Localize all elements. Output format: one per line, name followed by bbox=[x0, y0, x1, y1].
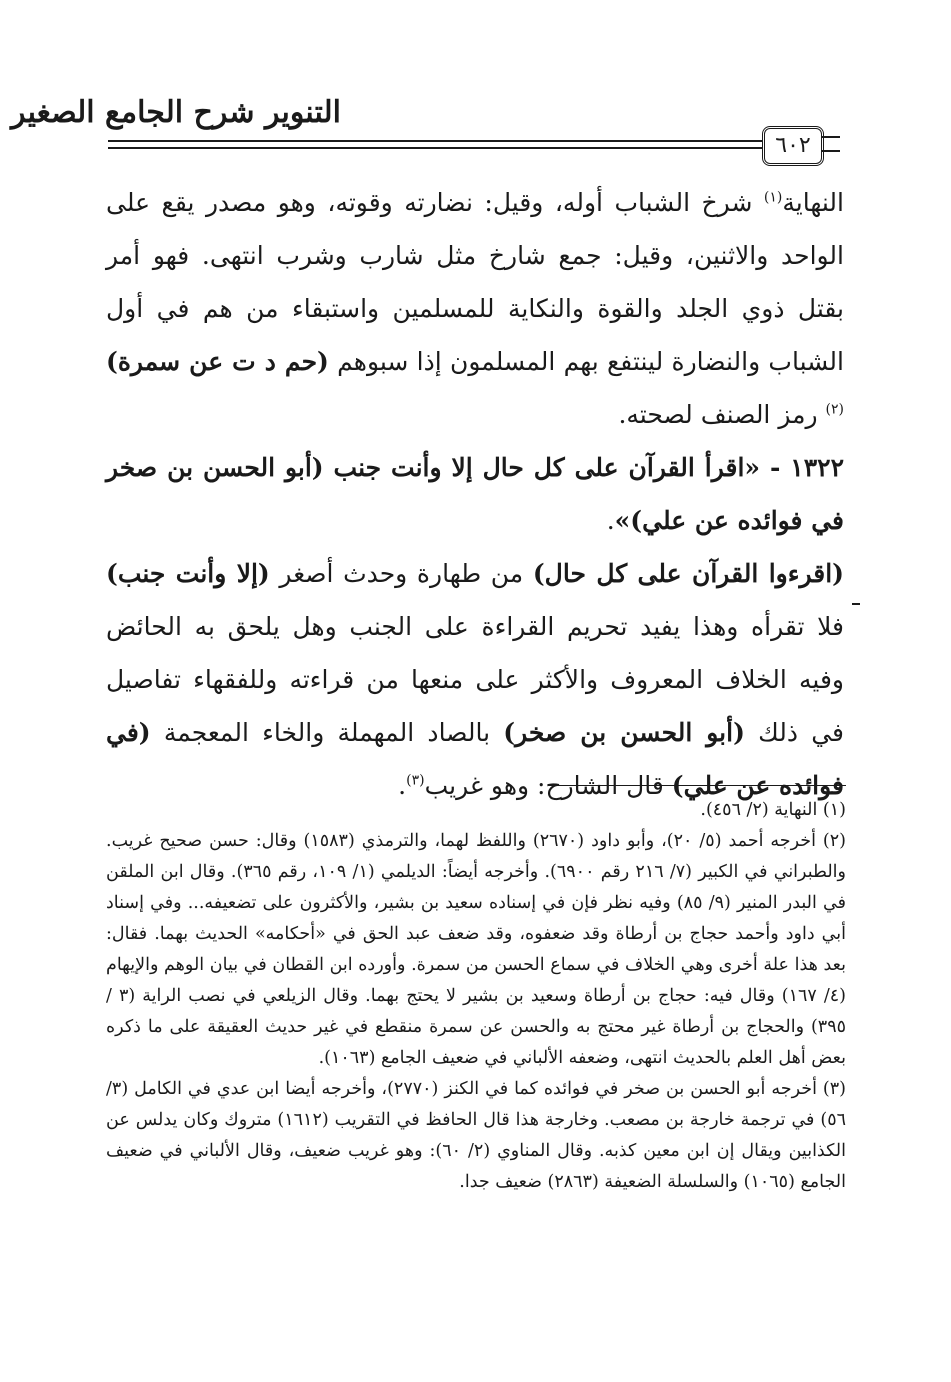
quoted-phrase: (إلا وأنت جنب) bbox=[106, 559, 270, 588]
margin-mark bbox=[852, 603, 860, 605]
text-run: شرخ الشباب أوله، وقيل: نضارته وقوته، وهو مصدر يقع على الواحد والاثنين، وقيل: جمع شارخ مثل شارب وشرب انتهى. فهو أمر بقتل ذوي الجلد والقوة والنكاية للمسلمين واستبقاء من هم في أول الشباب والنضارة لينتفع بهم المسلمون إذا سبوهم bbox=[106, 188, 844, 376]
paragraph-commentary-end bbox=[106, 176, 844, 441]
header-rule-bottom bbox=[108, 147, 801, 149]
hadith-1322 bbox=[106, 441, 844, 547]
text-run: بالصاد المهملة والخاء المعجمة bbox=[150, 718, 504, 747]
text-run: من طهارة وحدث أصغر bbox=[269, 559, 533, 588]
text-run: . bbox=[398, 771, 407, 800]
page-number-ornament bbox=[822, 136, 840, 152]
footnote-3: (٣) أخرجه أبو الحسن بن صخر في فوائده كما في الكنز (٢٧٧٠)، وأخرجه أيضا ابن عدي في الكامل (٣/ ٥٦) في ترجمة خارجة بن مصعب. وخارجة هذا قال الحافظ في التقريب (١٦١٢) متروك وكان يدلس عن الكذابين ويقال إن ابن معين كذبه. وقال المناوي (٢/ ٦٠): وهو غريب ضعيف، وقال الألباني في ضعيف الجامع (١٠٦٥) والسلسلة الضعيفة (٢٨٦٣) ضعيف جدا. bbox=[106, 1079, 846, 1192]
quoted-phrase: (اقرءوا القرآن على كل حال) bbox=[532, 559, 844, 588]
quoted-phrase: (أبو الحسن بن صخر) bbox=[503, 718, 745, 747]
hadith-text: ١٣٢٢ - «اقرأ القرآن على كل حال إلا وأنت جنب (أبو الحسن بن صخر في فوائده عن علي)» bbox=[106, 453, 844, 535]
footnotes bbox=[106, 795, 846, 1198]
page-number: ٦٠٢ bbox=[762, 126, 824, 166]
text-run: النهاية bbox=[782, 188, 844, 217]
text-run: . bbox=[606, 506, 615, 535]
text-run: رمز الصنف لصحته. bbox=[618, 400, 826, 429]
footnote-2: (٢) أخرجه أحمد (٥/ ٢٠)، وأبو داود (٢٦٧٠) واللفظ لهما، والترمذي (١٥٨٣) وقال: حسن صحيح غريب. والطبراني في الكبير (٧/ ٢١٦ رقم ٦٩٠٠). وأخرجه أيضاً: الديلمي (١/ ١٠٩، رقم ٣٦٥). وقال ابن الملقن في البدر المنير (٩/ ٨٥) وفيه نظر فإن في إسناده سعيد بن بشير، والأكثرون على تضعيفه... وفي إسناد أبي داود وأحمد حجاج بن أرطاة وقد ضعفوه، وقد ضعف عبد الحق في «أحكامه» الحديث بهما. فقال: بعد هذا علة أخرى وهي الخلاف في سماع الحسن من سمرة. وأورده ابن القطان في بيان الوهم والإيهام (٤/ ١٦٧) وقال فيه: حجاج بن أرطاة وسعيد بن بشير لا يحتج بهما. وقال الزيلعي في نصب الراية (٣ / ٣٩٥) والحجاج بن أرطاة غير محتج به والحسن عن سمرة منقطع في غير حديث العقيقة على ما ذكره بعض أهل العلم بالحديث انتهى، وضعفه الألباني في ضعيف الجامع (١٠٦٣). bbox=[106, 831, 846, 1068]
footnote-separator bbox=[548, 785, 846, 786]
paragraph-commentary bbox=[106, 547, 844, 812]
footnote-ref-3[interactable]: (٣) bbox=[406, 772, 425, 789]
quoted-phrase: (في فوائده عن علي) bbox=[106, 718, 844, 800]
footnote-ref-2[interactable]: (٢) bbox=[825, 401, 844, 418]
text-run: قال الشارح: وهو غريب bbox=[424, 771, 672, 800]
footnote-ref-1[interactable]: (١) bbox=[763, 189, 783, 206]
main-text bbox=[106, 176, 844, 812]
text-run: فلا تقرأه وهذا يفيد تحريم القراءة على الجنب وهل يلحق به الحائض وفيه الخلاف المعروف والأكثر على منعها من قراءته وللفقهاء تفاصيل في ذلك bbox=[106, 612, 844, 747]
header-rule-top bbox=[108, 140, 801, 142]
running-header-title: التنوير شرح الجامع الصغير bbox=[11, 95, 341, 130]
source-citation: (حم د ت عن سمرة) bbox=[106, 347, 329, 376]
footnote-1: (١) النهاية (٢/ ٤٥٦). bbox=[700, 800, 846, 820]
